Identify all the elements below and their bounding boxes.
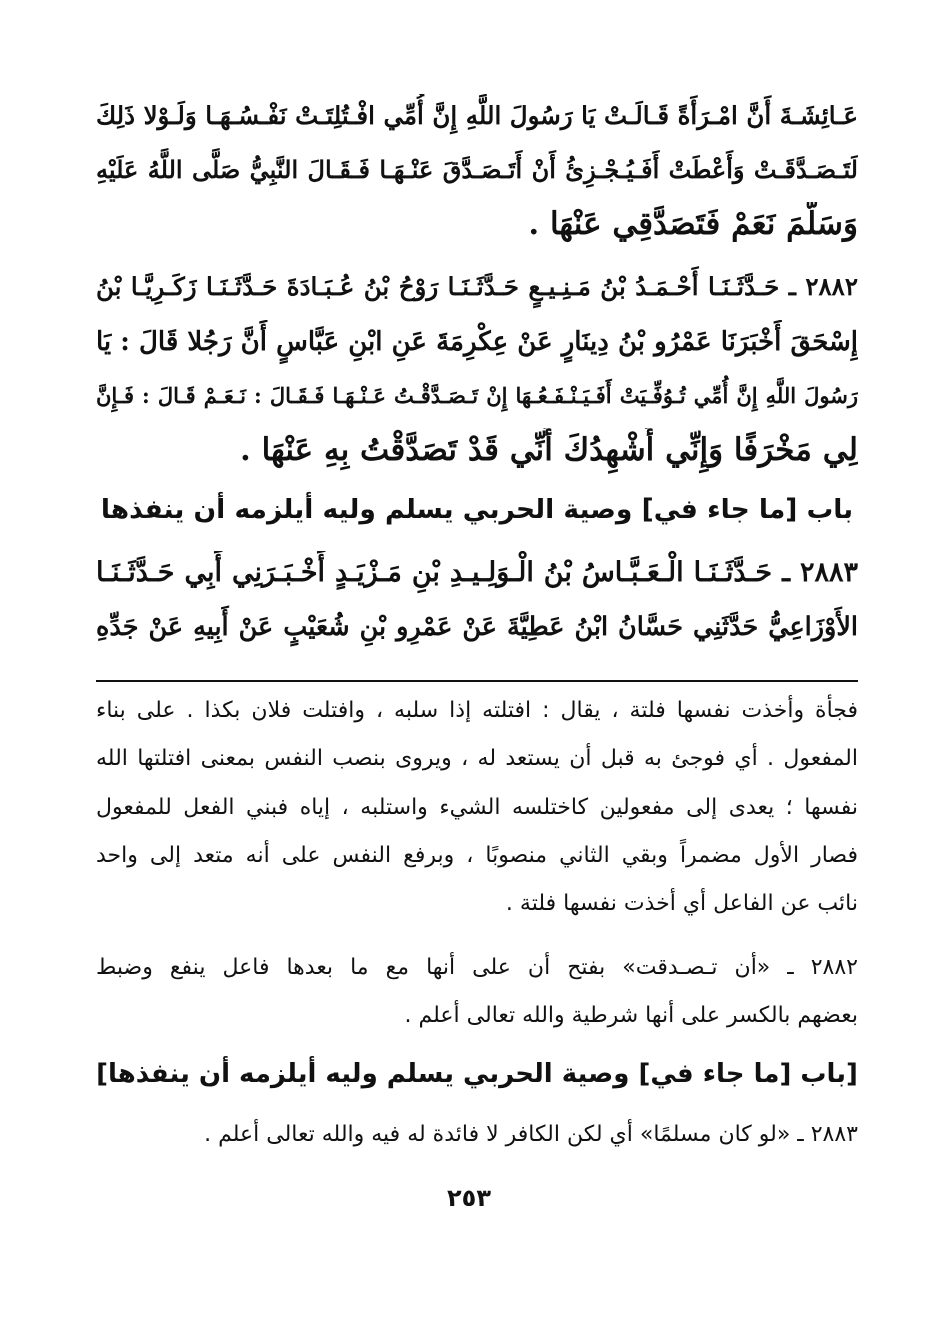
commentary-line: ٢٨٨٢ ـ «أن تـصـدقت» بفتح أن على أنها مع ما بعدها فاعل ينفع وضبط — [96, 955, 858, 980]
main-text-line: ٢٨٨٢ ـ حَـدَّثَـنَـا أَحْـمَـدُ بْنُ مَـنِـيـعٍ حَـدَّثَـنَـا رَوْحُ بْنُ عُـبَـادَةَ حَـدَّثَـنَـا زَكَـرِيَّـا بْنُ — [96, 272, 858, 301]
main-text-line: الأَوْزَاعِيُّ حَدَّثَنِي حَسَّانُ ابْنُ عَطِيَّةَ عَنْ عَمْرِو بْنِ شُعَيْبٍ عَنْ أَبِيهِ عَنْ جَدِّهِ — [96, 612, 858, 642]
commentary-chapter-heading: [باب [ما جاء في] وصية الحربي يسلم وليه أيلزمه أن ينفذها] — [96, 1059, 858, 1089]
commentary-line: نفسها ؛ يعدى إلى مفعولين كاختلسه الشيء واستلبه ، إياه فبني الفعل للمفعول — [96, 795, 858, 820]
commentary-line: بعضهم بالكسر على أنها شرطية والله تعالى أعلم . — [404, 1003, 858, 1028]
main-text-line: لِي مَخْرَفًا وَإِنِّي أُشْهِدُكَ أَنِّي قَدْ تَصَدَّقْتُ بِهِ عَنْهَا . — [240, 432, 858, 468]
commentary-line: المفعول . أي فوجئ به قبل أن يستعد له ، ويروى بنصب النفس بمعنى افتلتها الله — [96, 746, 858, 771]
footnote-divider — [96, 680, 858, 682]
commentary-line: فصار الأول مضمراً وبقي الثاني منصوبًا ، وبرفع النفس على أنه متعد إلى واحد — [96, 843, 858, 868]
commentary-line: فجأة وأخذت نفسها فلتة ، يقال : افتلته إذا سلبه ، وافتلت فلان بكذا . على بناء — [96, 698, 858, 723]
main-text-line: ٢٨٨٣ ـ حَـدَّثَـنَـا الْـعَـبَّـاسُ بْنُ الْـوَلِـيـدِ بْنِ مَـزْيَـدٍ أَخْـبَـرَنِي أَبِي حَـدَّثَـنَـا — [96, 557, 858, 588]
commentary-line: نائب عن الفاعل أي أخذت نفسها فلتة . — [505, 891, 858, 916]
main-text-line: وَسَلَّمَ نَعَمْ فَتَصَدَّقِي عَنْهَا . — [528, 206, 858, 242]
page-number: ٢٥٣ — [447, 1184, 491, 1212]
main-text-line: لَتَـصَـدَّقَـتْ وَأَعْطَتْ أَفَـيُـجْـزِئُ أَنْ أَتَـصَـدَّقَ عَنْـهَـا فَـقَـالَ النَّبِيُّ صَلَّى اللَّهُ عَلَيْهِ — [96, 155, 858, 184]
chapter-heading: باب [ما جاء في] وصية الحربي يسلم وليه أيلزمه أن ينفذها — [100, 494, 854, 525]
main-text-line: عَـائِشَـةَ أَنَّ امْـرَأَةً قَـالَـتْ يَا رَسُولَ اللَّهِ إِنَّ أُمِّي افْـتُلِتَـتْ نَفْـسُـهَـا وَلَـوْلا ذَلِكَ — [96, 101, 858, 130]
commentary-line: ٢٨٨٣ ـ «لو كان مسلمًا» أي لكن الكافر لا فائدة له فيه والله تعالى أعلم . — [204, 1122, 858, 1147]
main-text-line: رَسُولَ اللَّهِ إِنَّ أُمِّي تُـوُفِّـيَتْ أَفَـيَـنْـفَـعُـهَا إِنْ تَـصَـدَّقْـتُ عَـنْـهَـا فَـقَـالَ : نَـعَـمْ قَـالَ : فَـإِنَّ — [96, 383, 858, 408]
main-text-line: إِسْحَقَ أَخْبَرَنَا عَمْرُو بْنُ دِينَارٍ عَنْ عِكْرِمَةَ عَنِ ابْنِ عَبَّاسٍ أَنَّ رَجُلا قَالَ : يَا — [96, 327, 858, 357]
